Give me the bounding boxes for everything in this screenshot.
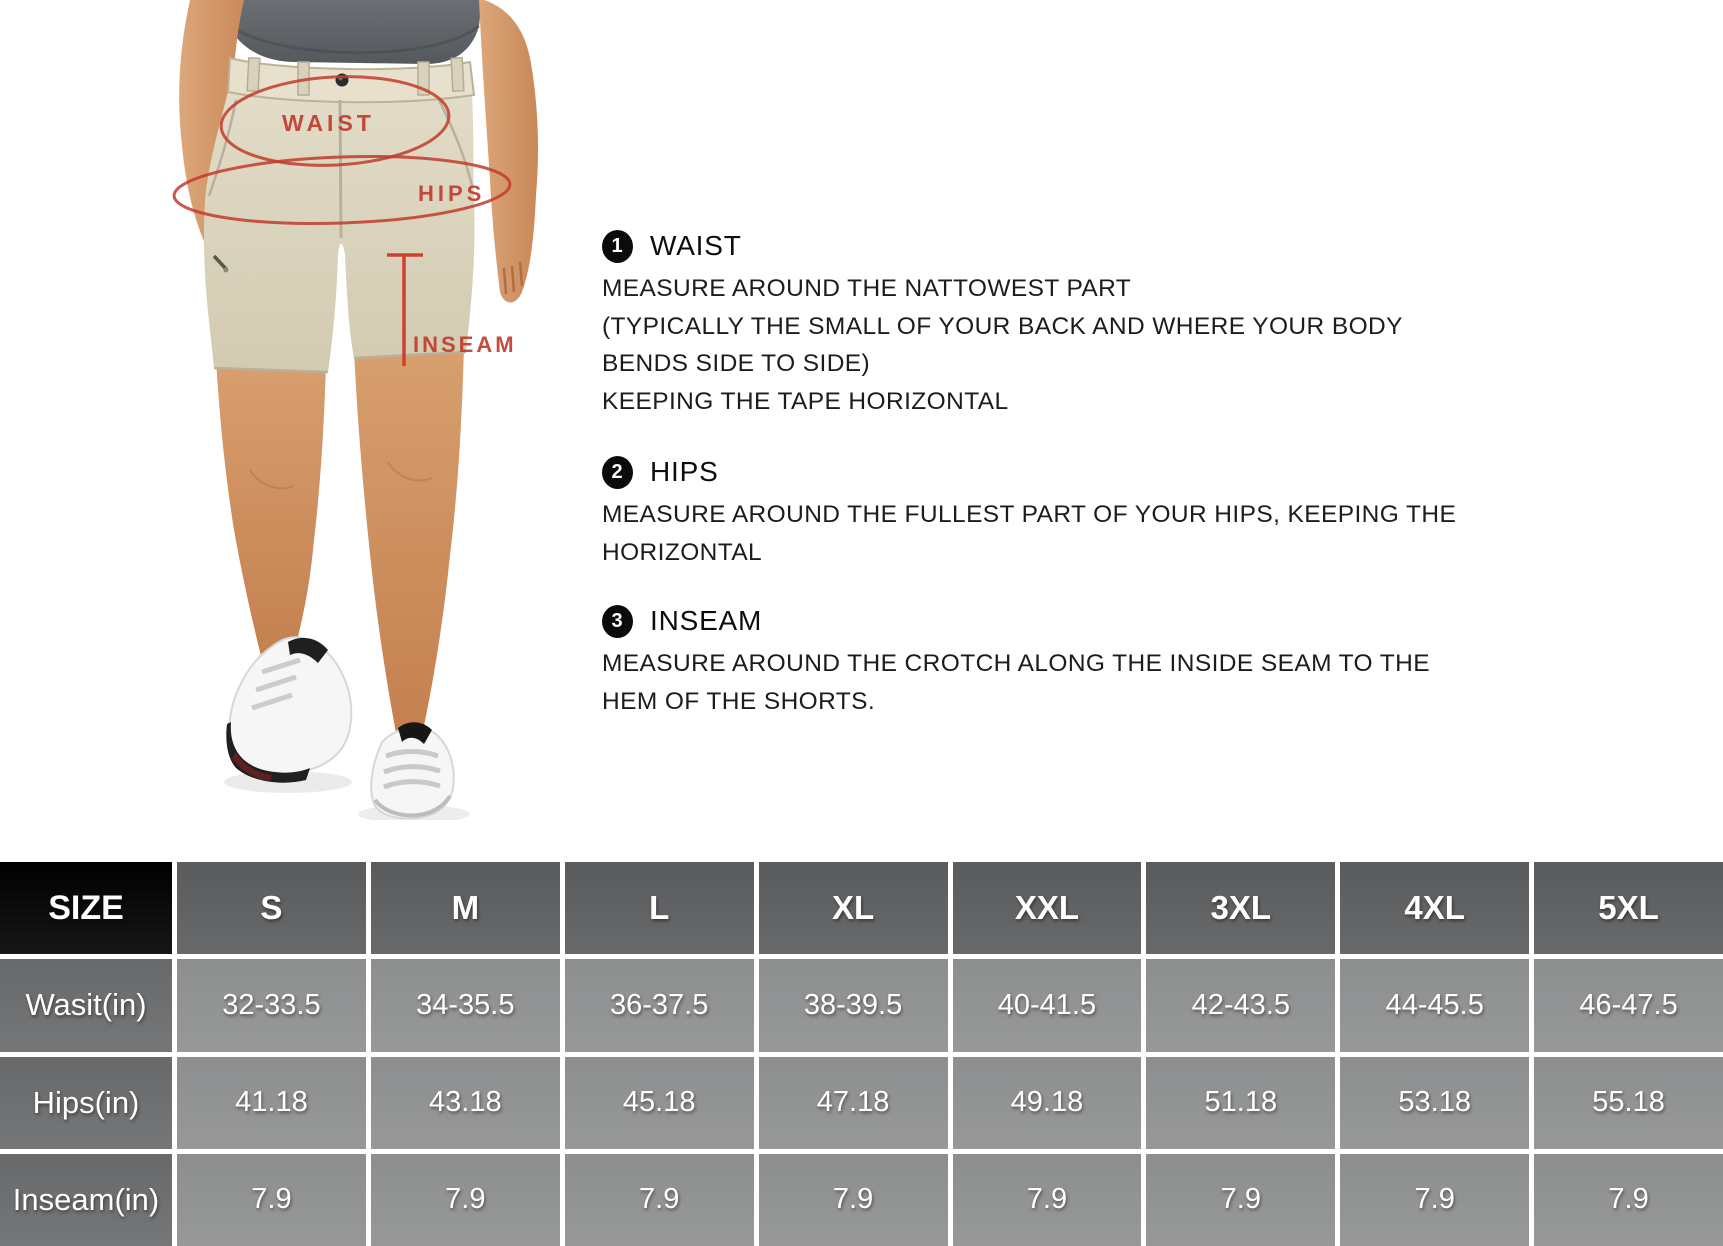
size-value-cell: 7.9 xyxy=(953,1154,1142,1246)
section-title: INSEAM xyxy=(650,605,763,636)
size-column-header-s: S xyxy=(177,862,366,954)
hips-label: HIPS xyxy=(418,181,486,206)
instruction-line: MEASURE AROUND THE FULLEST PART OF YOUR HIPS, KEEPING THE xyxy=(602,501,1457,528)
size-column-header-5xl: 5XL xyxy=(1534,862,1723,954)
size-value-cell: 7.9 xyxy=(177,1154,366,1246)
size-value-cell: 7.9 xyxy=(1146,1154,1335,1246)
step-1-badge: 1 xyxy=(602,230,633,263)
size-row-label-waist: Wasit(in) xyxy=(0,959,172,1051)
left-arm xyxy=(479,0,538,303)
instruction-section-waist xyxy=(602,226,1403,420)
size-column-header-xl: XL xyxy=(759,862,948,954)
section-heading xyxy=(602,601,1392,641)
size-column-header-4xl: 4XL xyxy=(1340,862,1529,954)
instruction-line: KEEPING THE TAPE HORIZONTAL xyxy=(602,387,1009,415)
size-chart xyxy=(0,862,1723,1246)
left-sneaker xyxy=(226,637,351,783)
instruction-line: MEASURE AROUND THE NATTOWEST PART xyxy=(602,275,1132,302)
size-value-cell: 7.9 xyxy=(371,1154,560,1246)
size-value-cell: 55.18 xyxy=(1534,1057,1723,1149)
size-value-cell: 45.18 xyxy=(565,1057,754,1149)
step-2-badge: 2 xyxy=(602,456,633,489)
size-value-cell: 7.9 xyxy=(759,1154,948,1246)
size-value-cell: 40-41.5 xyxy=(953,959,1142,1051)
section-title: WAIST xyxy=(650,230,742,261)
instruction-section-inseam xyxy=(602,601,1430,720)
section-heading xyxy=(602,452,1392,492)
measure-instructions xyxy=(602,226,1457,720)
size-value-cell: 44-45.5 xyxy=(1340,959,1529,1051)
model-illustration xyxy=(130,0,600,820)
size-value-cell: 7.9 xyxy=(1340,1154,1529,1246)
size-value-cell: 43.18 xyxy=(371,1057,560,1149)
instruction-line: HORIZONTAL xyxy=(602,538,763,566)
size-value-cell: 38-39.5 xyxy=(759,959,948,1051)
size-value-cell: 7.9 xyxy=(565,1154,754,1246)
instruction-section-hips xyxy=(602,452,1457,571)
size-value-cell: 32-33.5 xyxy=(177,959,366,1051)
size-column-header-xxl: XXL xyxy=(953,862,1142,954)
step-3-badge: 3 xyxy=(602,605,633,638)
instruction-line: BENDS SIDE TO SIDE) xyxy=(602,350,871,377)
section-heading xyxy=(602,226,1392,266)
size-value-cell: 36-37.5 xyxy=(565,959,754,1051)
gray-tshirt xyxy=(218,0,482,64)
size-value-cell: 47.18 xyxy=(759,1057,948,1149)
instruction-line: (TYPICALLY THE SMALL OF YOUR BACK AND WHERE YOUR BODY xyxy=(602,312,1403,340)
size-value-cell: 42-43.5 xyxy=(1146,959,1335,1051)
size-column-header-3xl: 3XL xyxy=(1146,862,1335,954)
right-sneaker xyxy=(371,722,454,818)
right-leg xyxy=(216,360,326,660)
size-value-cell: 34-35.5 xyxy=(371,959,560,1051)
model-photo xyxy=(130,0,600,820)
size-column-header-m: M xyxy=(371,862,560,954)
waist-label: WAIST xyxy=(282,110,375,136)
size-row-label-inseam: Inseam(in) xyxy=(0,1154,172,1246)
size-value-cell: 53.18 xyxy=(1340,1057,1529,1149)
instruction-line: HEM OF THE SHORTS. xyxy=(602,687,876,715)
size-value-cell: 46-47.5 xyxy=(1534,959,1723,1051)
size-chart-corner: SIZE xyxy=(0,862,172,954)
instruction-line: MEASURE AROUND THE CROTCH ALONG THE INSIDE SEAM TO THE xyxy=(602,650,1430,677)
left-leg xyxy=(354,346,464,735)
inseam-label: INSEAM xyxy=(413,332,517,357)
size-value-cell: 51.18 xyxy=(1146,1057,1335,1149)
size-value-cell: 41.18 xyxy=(177,1057,366,1149)
size-value-cell: 7.9 xyxy=(1534,1154,1723,1246)
size-row-label-hips: Hips(in) xyxy=(0,1057,172,1149)
size-value-cell: 49.18 xyxy=(953,1057,1142,1149)
size-column-header-l: L xyxy=(565,862,754,954)
section-title: HIPS xyxy=(650,456,719,487)
